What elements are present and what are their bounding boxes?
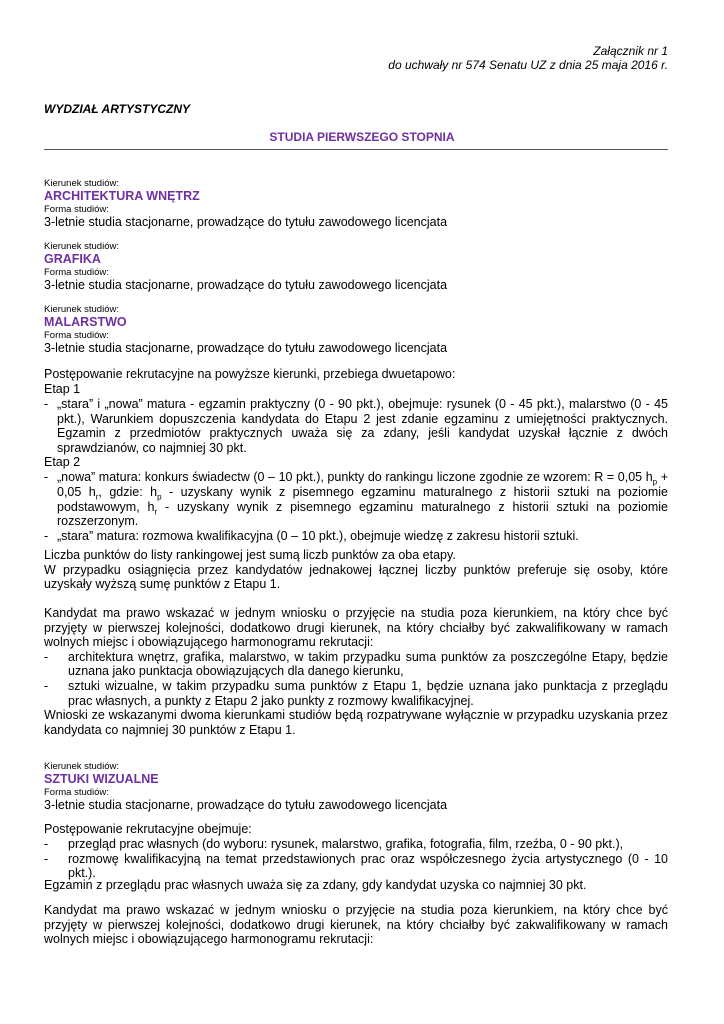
second-choice-paragraph-2: Kandydat ma prawo wskazać w jednym wniosku o przyjęcie na studia poza kierunkiem, na który chce być przyjęty w pierwszej kolejności, dodatkowo drugi kierunek, na który chciałby być zakwalifikowany w ramach wolnych miejsc i obowiązującego harmonogramu rekrutacji: [44, 903, 668, 947]
resolution-reference: do uchwały nr 574 Senatu UZ z dnia 25 maja 2016 r. [388, 58, 668, 72]
program-label: Kierunek studiów: [44, 178, 119, 189]
form-value: 3-letnie studia stacjonarne, prowadzące do tytułu zawodowego licencjata [44, 215, 448, 229]
second-choice-item: - architektura wnętrz, grafika, malarstwo, w takim przypadku suma punktów za poszczególne Etapy, będzie uznana jako punktacja obowiązujących dla danego kierunku, [44, 649, 668, 679]
stage1-title: Etap 1 [44, 382, 81, 396]
program-label: Kierunek studiów: [44, 304, 119, 315]
program-label: Kierunek studiów: [44, 761, 119, 772]
form-label: Forma studiów: [44, 787, 109, 798]
procedure2-item: - rozmowę kwalifikacyjną na temat przedstawionych prac oraz współczesnego życia artystycznego (0 - 10 pkt.). [44, 851, 668, 881]
procedure2-section [44, 822, 668, 881]
ranking-paragraph-2: W przypadku osiągnięcia przez kandydatów jednakowej łącznej liczby punktów preferuje się osoby, które uzyskały wyższą sumę punktów z Etapu 1. [44, 562, 668, 592]
form-value: 3-letnie studia stacjonarne, prowadzące do tytułu zawodowego licencjata [44, 278, 448, 292]
form-label: Forma studiów: [44, 267, 109, 278]
second-choice-section [44, 606, 668, 737]
program-name: SZTUKI WIZUALNE [44, 772, 159, 786]
stage1-item: - „stara” i „nowa” matura - egzamin praktyczny (0 - 90 pkt.), obejmuje: rysunek (0 - 45 pkt.), malarstwo (0 - 45 pkt.), Warunkiem dopuszczenia kandydata do Etapu 2 jest zdanie egzaminu z umiejętności praktycznych. Egzamin z przedmiotów praktycznych uważa się za zdany, jeśli kandydat uzyskał łącznie z dwóch sprawdzianów, co najmniej 30 pkt. [44, 397, 668, 455]
stage2-item-old-matura: - „stara” matura: rozmowa kwalifikacyjna (0 – 10 pkt.), obejmuje wiedzę z zakresu historii sztuki. [44, 528, 579, 543]
study-level-title: STUDIA PIERWSZEGO STOPNIA [269, 130, 455, 144]
form-value: 3-letnie studia stacjonarne, prowadzące do tytułu zawodowego licencjata [44, 798, 448, 812]
second-choice-intro: Kandydat ma prawo wskazać w jednym wniosku o przyjęcie na studia poza kierunkiem, na który chce być przyjęty w pierwszej kolejności, dodatkowo drugi kierunek, na który chciałby być zakwalifikowany w ramach wolnych miejsc i obowiązującego harmonogramu rekrutacji: [44, 606, 668, 650]
second-choice-item: - sztuki wizualne, w takim przypadku suma punktów z Etapu 1, będzie uznana jako punktacja z przeglądu prac własnych, a punkty z Etapu 2 jako punkty z rozmowy kwalifikacyjnej. [44, 678, 668, 708]
annex-number: Załącznik nr 1 [593, 44, 668, 58]
procedure2-intro: Postępowanie rekrutacyjne obejmuje: [44, 822, 252, 836]
faculty-title: WYDZIAŁ ARTYSTYCZNY [44, 102, 190, 116]
stage2-item-new-matura: - „nowa” matura: konkurs świadectw (0 – 10 pkt.), punkty do rankingu liczone zgodnie ze wzorem: R = 0,05 $h_p + 0,05$ $h_r$, gdzie: $h_p$ - uzyskany wynik z pisemnego egzaminu maturalnego z historii sztuki na poziomie podstawowym, $h_r$ - uzyskany wynik z pisemnego egzaminu maturalnego z historii sztuki na poziomie rozszerzonym. [44, 470, 668, 529]
program-name: GRAFIKA [44, 252, 101, 266]
procedure2-item: - przegląd prac własnych (do wyboru: rysunek, malarstwo, grafika, fotografia, film, rzeźba, 0 - 90 pkt.), [44, 837, 624, 851]
program-name: MALARSTWO [44, 315, 127, 329]
program-name: ARCHITEKTURA WNĘTRZ [44, 189, 200, 203]
divider [44, 149, 668, 150]
program-sztuki-wizualne [44, 761, 668, 813]
form-label: Forma studiów: [44, 330, 109, 341]
ranking-section [44, 548, 668, 592]
annex-header [388, 44, 668, 72]
form-value: 3-letnie studia stacjonarne, prowadzące do tytułu zawodowego licencjata [44, 341, 448, 355]
program-grafika [44, 241, 668, 293]
program-malarstwo [44, 304, 668, 356]
exam-note: Egzamin z przeglądu prac własnych uważa się za zdany, gdy kandydat uzyska co najmniej 30 pkt. [44, 878, 587, 892]
form-label: Forma studiów: [44, 204, 109, 215]
procedure-intro: Postępowanie rekrutacyjne na powyższe kierunki, przebiega dwuetapowo: [44, 367, 456, 381]
ranking-paragraph-1: Liczba punktów do listy rankingowej jest sumą liczb punktów za oba etapy. [44, 548, 456, 562]
program-architektura [44, 178, 668, 230]
program-label: Kierunek studiów: [44, 241, 119, 252]
stage2-title: Etap 2 [44, 455, 81, 470]
procedure-section [44, 367, 668, 543]
second-choice-note: Wnioski ze wskazanymi dwoma kierunkami studiów będą rozpatrywane wyłącznie w przypadku uzyskania przez kandydata co najmniej 30 punktów z Etapu 1. [44, 708, 668, 737]
